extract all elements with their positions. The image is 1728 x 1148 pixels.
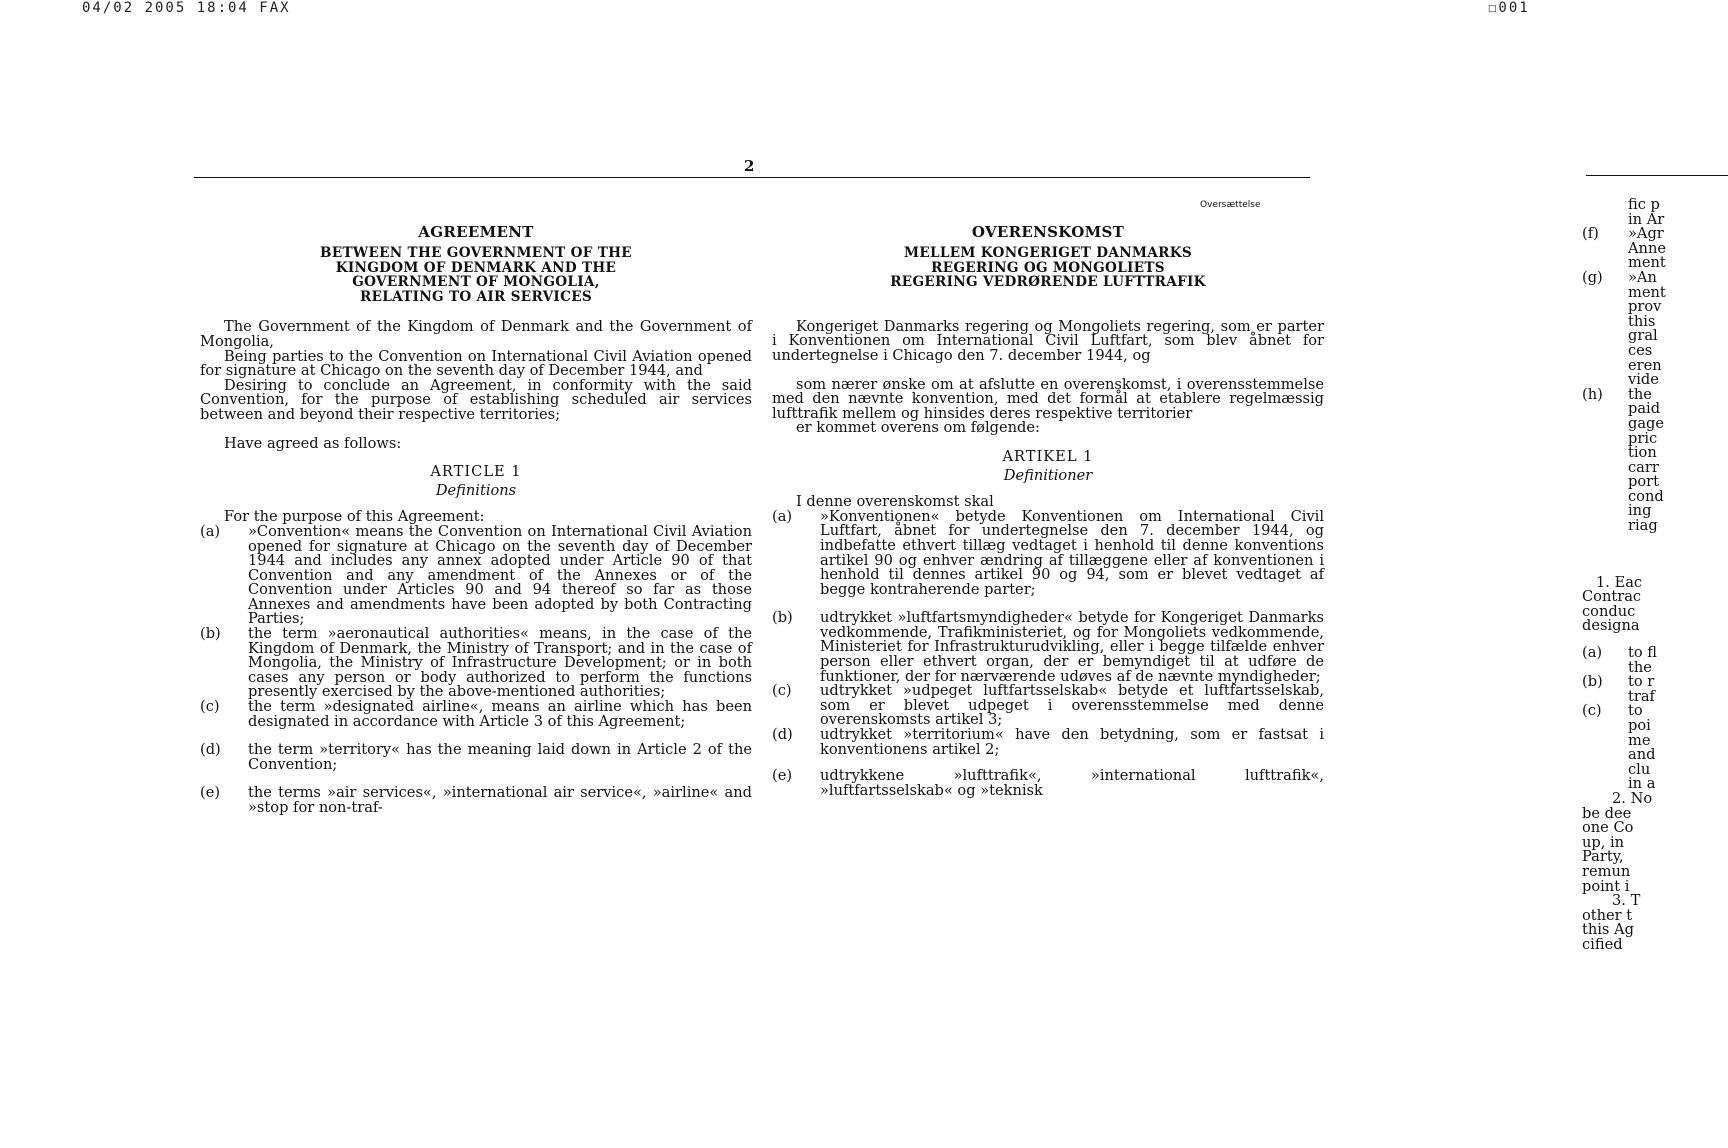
fragment-line: pric bbox=[1628, 429, 1658, 447]
definition-item bbox=[200, 700, 752, 729]
top-divider bbox=[194, 177, 1310, 178]
fragment-line: fic p bbox=[1628, 198, 1660, 213]
fragment-line: the bbox=[1628, 658, 1652, 676]
overenskomst-title: OVERENSKOMST bbox=[971, 223, 1125, 241]
subtitle-line: GOVERNMENT OF MONGOLIA, bbox=[352, 274, 600, 291]
fragment-line: be dee bbox=[1582, 804, 1632, 822]
fragment-line: ment bbox=[1628, 254, 1666, 272]
fragment-line: gage bbox=[1628, 414, 1665, 432]
item-label: (h) bbox=[1582, 385, 1603, 403]
definition-item bbox=[772, 684, 1324, 728]
definition-item bbox=[200, 522, 752, 628]
fragment-line: clu bbox=[1628, 760, 1651, 778]
fragment-line: ment bbox=[1628, 283, 1666, 301]
fragment-line: tion bbox=[1628, 444, 1657, 462]
item-text: the term »aeronautical authorities« means, in the case of the Kingdom of Denmark, the Ministry of Transport; and in the case of Mongolia, the Ministry of Infrastructure Development; or in both cases any person or body authorized to perform the functions presently exercised by the above-mentioned authorities; bbox=[248, 625, 752, 701]
fragment-line: 1. Eac bbox=[1596, 573, 1643, 591]
fragment-line: 2. No bbox=[1612, 789, 1653, 807]
fragment-line: prov bbox=[1628, 298, 1662, 316]
subtitle-line: BETWEEN THE GOVERNMENT OF THE bbox=[320, 245, 632, 261]
item-label: (a) bbox=[200, 522, 221, 540]
fragment-line: port bbox=[1628, 473, 1659, 491]
definitions-intro: For the purpose of this Agreement: bbox=[224, 508, 485, 526]
fragment-item bbox=[1582, 646, 1728, 675]
preamble-paragraph: The Government of the Kingdom of Denmark and the Government of Mongolia, bbox=[200, 318, 752, 350]
translation-label: Oversættelse bbox=[1200, 200, 1261, 210]
agreement-subtitle bbox=[200, 246, 752, 304]
article-title: ARTIKEL 1 bbox=[1002, 447, 1094, 465]
item-text: the terms »air services«, »international air service«, »airline« and »stop for non-traf- bbox=[248, 784, 752, 816]
definition-item bbox=[772, 728, 1324, 757]
fragment-line: carr bbox=[1628, 458, 1659, 476]
fragment-line: conduc bbox=[1582, 602, 1636, 620]
definition-item bbox=[200, 786, 752, 815]
fragment-line: this Ag bbox=[1582, 921, 1634, 939]
item-label: (a) bbox=[1582, 644, 1603, 662]
top-divider-right bbox=[1586, 175, 1728, 176]
fragment-line: poi bbox=[1628, 717, 1651, 734]
fragment-line: in Ar bbox=[1628, 210, 1665, 228]
fragment-line: to r bbox=[1628, 673, 1655, 691]
definition-item bbox=[200, 743, 752, 772]
page-number: 2 bbox=[744, 157, 755, 175]
subtitle-line: RELATING TO AIR SERVICES bbox=[360, 288, 592, 305]
agreed-statement: Have agreed as follows: bbox=[224, 434, 402, 452]
definition-item bbox=[772, 611, 1324, 684]
fragment-line: Party, bbox=[1582, 848, 1624, 866]
fragment-line: this bbox=[1628, 312, 1656, 330]
fragment-line: one Co bbox=[1582, 819, 1634, 837]
fragment-line: and bbox=[1628, 746, 1656, 764]
item-label: (d) bbox=[772, 726, 793, 744]
fragment-line: other t bbox=[1582, 906, 1633, 924]
item-text: udtrykket »udpeget luftfartsselskab« betyde et luftfartsselskab, som er blevet udpeget i overensstemmelse med denne overenskomsts artikel 3; bbox=[820, 682, 1324, 729]
fragment-line: 3. T bbox=[1612, 892, 1641, 910]
item-text: the term »designated airline«, means an airline which has been designated in accordance with Article 3 of this Agreement; bbox=[248, 698, 752, 730]
fragment-line: »Agr bbox=[1628, 225, 1664, 243]
item-label: (b) bbox=[1582, 673, 1603, 691]
fragment-item bbox=[1582, 385, 1728, 535]
definition-item bbox=[772, 507, 1324, 598]
article-subtitle: Definitioner bbox=[1003, 466, 1093, 484]
fragment-line: ing bbox=[1628, 502, 1652, 520]
overenskomst-subtitle bbox=[772, 246, 1324, 290]
fragment-line: to fl bbox=[1628, 644, 1658, 662]
fragment-line: gral bbox=[1628, 327, 1658, 345]
item-label: (c) bbox=[772, 682, 792, 700]
fragment-line: point i bbox=[1582, 877, 1630, 895]
item-label: (c) bbox=[200, 698, 220, 716]
fragment-line: me bbox=[1628, 731, 1651, 749]
subtitle-line: REGERING VEDRØRENDE LUFTTRAFIK bbox=[890, 274, 1206, 291]
preamble-paragraph: Being parties to the Convention on International Civil Aviation opened for signature at Chicago on the seventh day of December 1944, and bbox=[200, 347, 752, 380]
item-text: udtrykkene »lufttrafik«, »international lufttrafik«, »luftfartsselskab« og »teknisk bbox=[820, 767, 1324, 799]
subtitle-line: KINGDOM OF DENMARK AND THE bbox=[335, 259, 617, 276]
fragment-item bbox=[1582, 227, 1728, 271]
item-label: (b) bbox=[772, 609, 793, 627]
item-label: (b) bbox=[200, 625, 221, 643]
agreement-title: AGREEMENT bbox=[418, 223, 534, 241]
definitions-intro: I denne overenskomst skal bbox=[796, 493, 994, 511]
definition-item bbox=[200, 627, 752, 700]
fax-page-counter: ☐001 bbox=[1488, 0, 1530, 16]
item-label: (e) bbox=[772, 767, 793, 785]
item-label: (d) bbox=[200, 741, 221, 759]
danish-column bbox=[772, 225, 1324, 798]
item-label: (a) bbox=[772, 507, 793, 525]
fragment-line: Anne bbox=[1628, 239, 1666, 257]
item-label: (f) bbox=[1582, 225, 1599, 243]
fragment-line: cified bbox=[1582, 935, 1623, 953]
fragment-line: designa bbox=[1582, 617, 1640, 635]
fragment-line: riag bbox=[1628, 517, 1658, 535]
fragment-item bbox=[1582, 704, 1728, 792]
english-column bbox=[200, 225, 752, 816]
fax-timestamp: 04/02 2005 18:04 FAX bbox=[82, 0, 291, 16]
fax-header bbox=[0, 0, 1728, 16]
next-page-fragment bbox=[1582, 198, 1728, 953]
article-title: ARTICLE 1 bbox=[430, 463, 522, 481]
fragment-line: to bbox=[1628, 702, 1643, 720]
item-label: (g) bbox=[1582, 268, 1603, 286]
preamble-paragraph: Desiring to conclude an Agreement, in conformity with the said Convention, for the purpose of establishing scheduled air services between and beyond their respective territories; bbox=[200, 376, 752, 423]
fragment-line: Contrac bbox=[1582, 588, 1642, 606]
fragment-item bbox=[1582, 268, 1728, 389]
fragment-item bbox=[1582, 675, 1728, 704]
fragment-line: ces bbox=[1628, 341, 1653, 359]
definition-item bbox=[772, 769, 1324, 798]
fragment-line: up, in bbox=[1582, 833, 1625, 851]
item-label: (c) bbox=[1582, 702, 1602, 720]
item-text: udtrykket »luftfartsmyndigheder« betyde for Kongeriget Danmarks vedkommende, Trafikministeriet, og for Mongoliets vedkommende, Ministeriet for Infrastrukturudvikling, eller i begge tilfælde enhver person eller ethvert organ, der er bemyndiget til at udføre de funktioner, der for nærværende udøves af de nævnte myndigheder; bbox=[820, 609, 1324, 685]
subtitle-line: REGERING OG MONGOLIETS bbox=[931, 259, 1165, 276]
fragment-line: vide bbox=[1628, 371, 1659, 389]
fragment-line: cond bbox=[1628, 487, 1664, 505]
fragment-line: paid bbox=[1628, 400, 1661, 418]
subtitle-line: MELLEM KONGERIGET DANMARKS bbox=[904, 245, 1192, 261]
item-text: udtrykket »territorium« have den betydning, som er fastsat i konventionens artikel 2; bbox=[820, 726, 1324, 758]
fragment-line: traf bbox=[1628, 687, 1655, 705]
fragment-line: in a bbox=[1628, 775, 1656, 793]
fragment-line: eren bbox=[1628, 356, 1662, 374]
fragment-line: »An bbox=[1628, 268, 1657, 286]
item-text: »Konventionen« betyde Konventionen om International Civil Luftfart, åbnet for undertegnelse den 7. december 1944, og indbefatte ethvert tillæg vedtaget i henhold til denne konventions artikel 90 og enhver ændring af tillæggene eller af konventionen i henhold til dennes artikel 90 og 94, som er blevet vedtaget af begge kontraherende parter; bbox=[820, 507, 1324, 598]
item-text: »Convention« means the Convention on International Civil Aviation opened for signature at Chicago on the seventh day of December 1944 and includes any annex adopted under Article 90 of that Convention and any amendment of the Annexes or of the Convention under Articles 90 and 94 thereof so far as those Annexes and amendments have been adopted by both Contracting Parties; bbox=[248, 522, 752, 628]
fragment-line: the bbox=[1628, 385, 1652, 403]
preamble-paragraph: Kongeriget Danmarks regering og Mongoliets regering, som er parter i Konventionen om International Civil Luftfart, som blev åbnet for undertegnelse i Chicago den 7. december 1944, og bbox=[772, 317, 1324, 364]
agreed-statement: er kommet overens om følgende: bbox=[796, 419, 1040, 437]
item-label: (e) bbox=[200, 784, 221, 802]
article-subtitle: Definitions bbox=[435, 481, 517, 499]
preamble-paragraph: som nærer ønske om at afslutte en overenskomst, i overensstemmelse med den nævnte konvention, med det formål at etablere regelmæssig lufttrafik mellem og hinsides deres respektive territorier bbox=[772, 375, 1324, 422]
fragment-line: remun bbox=[1582, 862, 1631, 880]
item-text: the term »territory« has the meaning laid down in Article 2 of the Convention; bbox=[248, 741, 752, 773]
